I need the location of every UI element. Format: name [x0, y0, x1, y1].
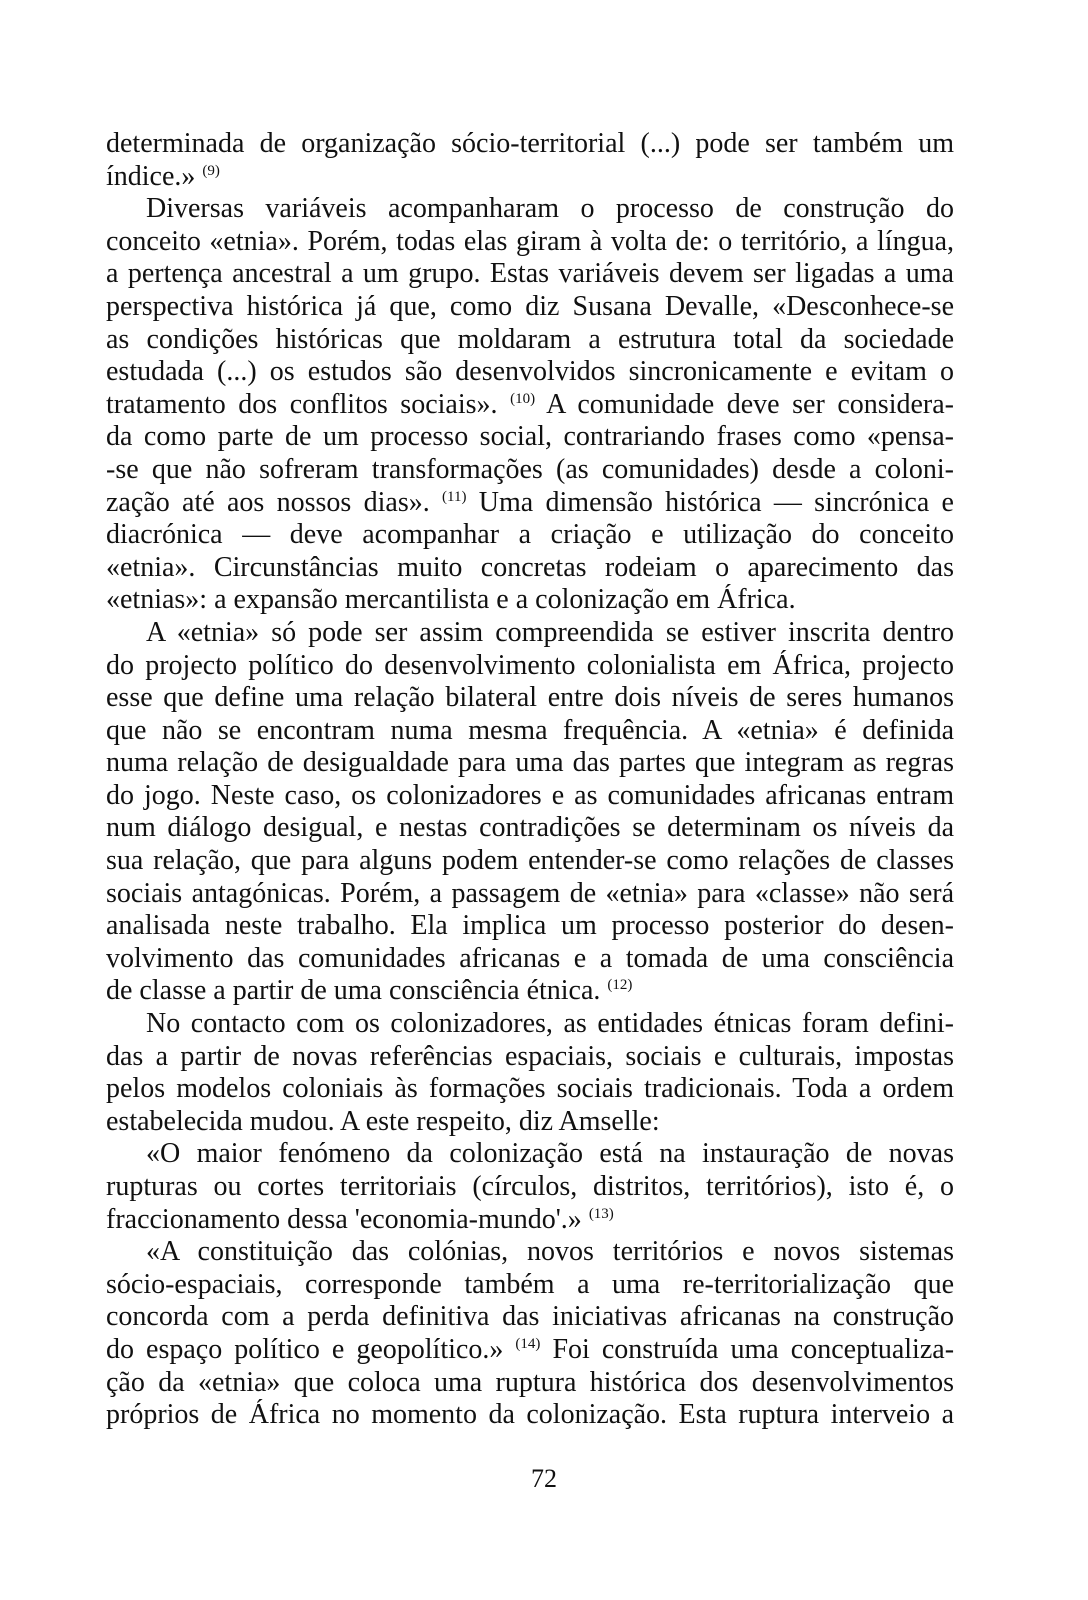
text-line	[106, 1041, 954, 1074]
text-line	[106, 1008, 954, 1041]
text-line	[106, 617, 954, 650]
text-line	[106, 1204, 954, 1237]
text-line	[106, 454, 954, 487]
line-text: diacrónica — deve acompanhar a criação e utilização do conceito	[106, 519, 954, 551]
line-text: num diálogo desigual, e nestas contradições se determinam os níveis da	[106, 812, 954, 844]
line-text: concorda com a perda definitiva das iniciativas africanas na construção	[106, 1301, 954, 1333]
line-text: numa relação de desigualdade para uma das partes que integram as regras	[106, 747, 954, 779]
line-text: que não se encontram numa mesma frequência. A «etnia» é definida	[106, 714, 954, 746]
page-body	[106, 128, 954, 1432]
line-text: «etnia». Circunstâncias muito concretas rodeiam o aparecimento das	[106, 551, 954, 583]
footnote-ref: (10)	[510, 390, 536, 407]
line-text: No contacto com os colonizadores, as entidades étnicas foram defini-	[146, 1008, 954, 1040]
text-line	[106, 1269, 954, 1302]
text-line	[106, 584, 954, 617]
text-line	[106, 780, 954, 813]
text-line	[106, 291, 954, 324]
line-text: de classe a partir de uma consciência étnica.	[106, 975, 608, 1007]
line-text: próprios de África no momento da colonização. Esta ruptura interveio a	[106, 1399, 954, 1431]
text-line	[106, 1399, 954, 1432]
footnote-ref: (9)	[202, 162, 220, 179]
line-text: pelos modelos coloniais às formações sociais tradicionais. Toda a ordem	[106, 1073, 954, 1105]
text-line	[106, 682, 954, 715]
text-line	[106, 226, 954, 259]
text-line	[106, 1334, 954, 1367]
text-line	[106, 193, 954, 226]
line-text: do espaço político e geopolítico.»	[106, 1333, 516, 1365]
line-text: estabelecida mudou. A este respeito, diz Amselle:	[106, 1105, 660, 1137]
text-line	[106, 1106, 954, 1139]
line-text: das a partir de novas referências espaciais, sociais e culturais, impostas	[106, 1040, 954, 1072]
text-line	[106, 943, 954, 976]
text-line	[106, 715, 954, 748]
text-line	[106, 747, 954, 780]
text-line	[106, 910, 954, 943]
line-text: perspectiva histórica já que, como diz Susana Devalle, «Desconhece-se	[106, 290, 954, 322]
line-text: «O maior fenómeno da colonização está na instauração de novas	[146, 1138, 954, 1170]
line-text: rupturas ou cortes territoriais (círculos, distritos, territórios), isto é, o	[106, 1171, 954, 1202]
line-text: sociais antagónicas. Porém, a passagem de «etnia» para «classe» não será	[106, 877, 954, 909]
line-text: sócio-espaciais, corresponde também a uma re-territorialização que	[106, 1268, 954, 1300]
text-line	[106, 421, 954, 454]
line-text: estudada (...) os estudos são desenvolvidos sincronicamente e evitam o	[106, 356, 954, 388]
text-line	[106, 1073, 954, 1106]
line-text: sua relação, que para alguns podem entender-se como relações de classes	[106, 845, 954, 877]
text-line	[106, 1236, 954, 1269]
text-line	[106, 812, 954, 845]
text-line	[106, 161, 954, 194]
text-line	[106, 324, 954, 357]
text-line	[106, 1301, 954, 1334]
line-text: «A constituição das colónias, novos territórios e novos sistemas	[146, 1236, 954, 1268]
footnote-ref: (14)	[515, 1335, 541, 1352]
line-text: «etnias»: a expansão mercantilista e a colonização em África.	[106, 584, 796, 616]
line-text: esse que define uma relação bilateral entre dois níveis de seres humanos	[106, 682, 954, 714]
line-text: a pertença ancestral a um grupo. Estas variáveis devem ser ligadas a uma	[106, 258, 954, 290]
text-line	[106, 1138, 954, 1171]
line-text-continued: Foi construída uma conceptualiza-	[540, 1333, 954, 1365]
line-text: analisada neste trabalho. Ela implica um processo posterior do desen-	[106, 910, 954, 942]
text-line	[106, 650, 954, 683]
line-text: zação até aos nossos dias».	[106, 486, 443, 518]
text-line	[106, 552, 954, 585]
line-text: do projecto político do desenvolvimento colonialista em África, projecto	[106, 649, 954, 681]
line-text: volvimento das comunidades africanas e a tomada de uma consciência	[106, 942, 954, 974]
line-text: Diversas variáveis acompanharam o processo de construção do	[146, 193, 954, 225]
text-line	[106, 975, 954, 1008]
line-text: ção da «etnia» que coloca uma ruptura histórica dos desenvolvimentos	[106, 1366, 954, 1398]
line-text-continued: A comunidade deve ser considera-	[535, 388, 954, 420]
line-text: tratamento dos conflitos sociais».	[106, 388, 511, 420]
line-text: conceito «etnia». Porém, todas elas giram à volta de: o território, a língua,	[106, 225, 954, 257]
page-number: 72	[531, 1464, 557, 1493]
line-text: determinada de organização sócio-territorial (...) pode ser também um	[106, 128, 954, 159]
text-line	[106, 258, 954, 291]
line-text: A «etnia» só pode ser assim compreendida se estiver inscrita dentro	[146, 616, 954, 648]
text-line	[106, 519, 954, 552]
footnote-ref: (11)	[442, 488, 467, 505]
text-line	[106, 878, 954, 911]
text-line	[106, 389, 954, 422]
text-line	[106, 845, 954, 878]
text-line	[106, 1367, 954, 1400]
footnote-ref: (13)	[588, 1205, 614, 1222]
text-line	[106, 487, 954, 520]
line-text: as condições históricas que moldaram a estrutura total da sociedade	[106, 323, 954, 355]
line-text: do jogo. Neste caso, os colonizadores e as comunidades africanas entram	[106, 779, 954, 811]
text-line	[106, 128, 954, 161]
text-line	[106, 356, 954, 389]
line-text: fraccionamento dessa 'economia-mundo'.»	[106, 1203, 589, 1235]
line-text: da como parte de um processo social, contrariando frases como «pensa-	[106, 421, 954, 453]
line-text: índice.»	[106, 160, 203, 192]
text-line	[106, 1171, 954, 1204]
line-text: -se que não sofreram transformações (as comunidades) desde a coloni-	[106, 453, 954, 485]
line-text-continued: Uma dimensão histórica — sincrónica e	[466, 486, 954, 518]
footnote-ref: (12)	[607, 977, 633, 994]
